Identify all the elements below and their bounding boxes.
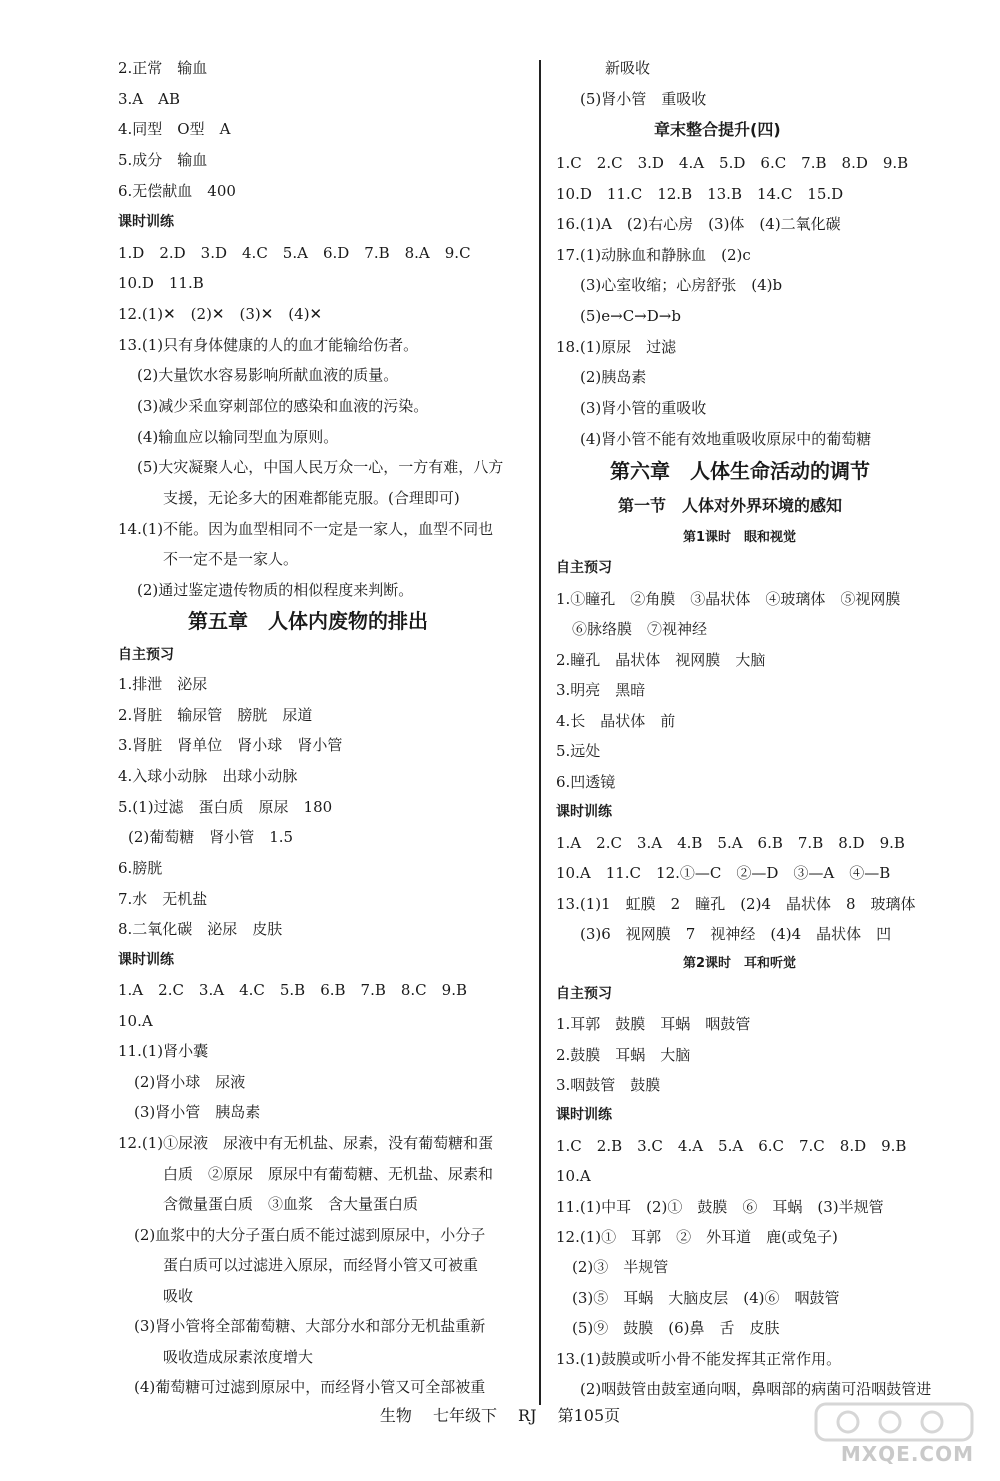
answer-line: 11.(1)肾小囊 bbox=[118, 1042, 209, 1060]
answer-line: 16.(1)A (2)右心房 (3)体 (4)二氧化碳 bbox=[556, 215, 841, 233]
answer-line: 6.凹透镜 bbox=[556, 773, 616, 791]
answer-line: 3.明亮 黑暗 bbox=[556, 681, 646, 699]
section-label: 课时训练 bbox=[118, 952, 174, 968]
answer-line: 4.入球小动脉 出球小动脉 bbox=[118, 767, 298, 785]
section-label: 课时训练 bbox=[556, 804, 612, 820]
answer-line: 10.A 11.C 12.①—C ②—D ③—A ④—B bbox=[556, 864, 891, 882]
footer-page-number: 第105页 bbox=[557, 1406, 621, 1425]
answer-line: 5.远处 bbox=[556, 742, 601, 760]
answer-line: 新吸收 bbox=[605, 59, 651, 77]
answer-line: (5)e→C→D→b bbox=[580, 307, 681, 325]
section-title: 章末整合提升(四) bbox=[654, 120, 781, 139]
watermark-text: MXQE.COM bbox=[840, 1442, 974, 1466]
answer-line: 蛋白质可以过滤进入原尿，而经肾小管又可被重 bbox=[163, 1256, 479, 1274]
footer-subject: 生物 bbox=[379, 1406, 412, 1425]
section-title: 第一节 人体对外界环境的感知 bbox=[618, 496, 843, 515]
answer-line: (2)③ 半规管 bbox=[572, 1258, 669, 1276]
answer-line: (3)心室收缩；心房舒张 (4)b bbox=[580, 276, 783, 294]
answer-line: 吸收 bbox=[163, 1287, 194, 1305]
answer-line: 10.A bbox=[118, 1012, 153, 1030]
answer-line: 5.成分 输血 bbox=[118, 151, 208, 169]
lesson-title: 第1课时 眼和视觉 bbox=[683, 530, 797, 545]
answer-line: 1.排泄 泌尿 bbox=[118, 675, 208, 693]
answer-line: (5)大灾凝聚人心，中国人民万众一心，一方有难，八方 bbox=[137, 458, 504, 476]
answer-line: (4)葡萄糖可过滤到原尿中，而经肾小管又可全部被重 bbox=[134, 1378, 486, 1396]
watermark-logo bbox=[808, 1398, 980, 1470]
section-label: 课时训练 bbox=[118, 214, 174, 230]
answer-line: 8.二氧化碳 泌尿 皮肤 bbox=[118, 920, 283, 938]
answer-line: (2)大量饮水容易影响所献血液的质量。 bbox=[137, 366, 399, 384]
answer-line: (5)⑨ 鼓膜 (6)鼻 舌 皮肤 bbox=[572, 1319, 780, 1337]
answer-line: (3)6 视网膜 7 视神经 (4)4 晶状体 凹 bbox=[580, 925, 892, 943]
answer-line: (2)血浆中的大分子蛋白质不能过滤到原尿中，小分子 bbox=[134, 1226, 486, 1244]
section-label: 自主预习 bbox=[556, 560, 612, 576]
answer-line: 2.肾脏 输尿管 膀胱 尿道 bbox=[118, 706, 313, 724]
answer-line: 1.A 2.C 3.A 4.C 5.B 6.B 7.B 8.C 9.B bbox=[118, 981, 467, 999]
answer-line: 3.肾脏 肾单位 肾小球 肾小管 bbox=[118, 736, 343, 754]
answer-line: (3)肾小管将全部葡萄糖、大部分水和部分无机盐重新 bbox=[134, 1317, 486, 1335]
answer-line: 13.(1)鼓膜或听小骨不能发挥其正常作用。 bbox=[556, 1350, 842, 1368]
answer-line: 1.C 2.C 3.D 4.A 5.D 6.C 7.B 8.D 9.B bbox=[556, 154, 909, 172]
answer-line: (2)通过鉴定遗传物质的相似程度来判断。 bbox=[137, 581, 414, 599]
answer-line: 3.咽鼓管 鼓膜 bbox=[556, 1076, 661, 1094]
answer-line: 18.(1)原尿 过滤 bbox=[556, 338, 677, 356]
section-label: 课时训练 bbox=[556, 1107, 612, 1123]
answer-line: (2)咽鼓管由鼓室通向咽，鼻咽部的病菌可沿咽鼓管进 bbox=[580, 1380, 932, 1398]
answer-line: 12.(1)①尿液 尿液中有无机盐、尿素，没有葡萄糖和蛋 bbox=[118, 1134, 494, 1152]
answer-line: (4)输血应以输同型血为原则。 bbox=[137, 428, 339, 446]
answer-line: 1.C 2.B 3.C 4.A 5.A 6.C 7.C 8.D 9.B bbox=[556, 1137, 907, 1155]
answer-line: 1.①瞳孔 ②角膜 ③晶状体 ④玻璃体 ⑤视网膜 bbox=[556, 590, 901, 608]
answer-line: 吸收造成尿素浓度增大 bbox=[163, 1348, 314, 1366]
answer-line: 支援，无论多大的困难都能克服。(合理即可) bbox=[163, 489, 460, 507]
lesson-title: 第2课时 耳和听觉 bbox=[683, 956, 797, 971]
answer-line: 10.D 11.C 12.B 13.B 14.C 15.D bbox=[556, 185, 844, 203]
answer-line: 6.膀胱 bbox=[118, 859, 163, 877]
answer-line: 不一定不是一家人。 bbox=[163, 550, 299, 568]
answer-line: 17.(1)动脉血和静脉血 (2)c bbox=[556, 246, 751, 264]
column-divider bbox=[539, 60, 541, 1405]
answer-line: 10.D 11.B bbox=[118, 274, 204, 292]
answer-line: (3)肾小管的重吸收 bbox=[580, 399, 707, 417]
answer-line: 3.A AB bbox=[118, 90, 180, 108]
answer-line: 13.(1)1 虹膜 2 瞳孔 (2)4 晶状体 8 玻璃体 bbox=[556, 895, 916, 913]
answer-line: (2)肾小球 尿液 bbox=[134, 1073, 246, 1091]
answer-line: (2)葡萄糖 肾小管 1.5 bbox=[128, 828, 294, 846]
answer-line: 6.无偿献血 400 bbox=[118, 182, 236, 200]
answer-line: (4)肾小管不能有效地重吸收原尿中的葡萄糖 bbox=[580, 430, 872, 448]
answer-line: 11.(1)中耳 (2)① 鼓膜 ⑥ 耳蜗 (3)半规管 bbox=[556, 1198, 884, 1216]
answer-line: 1.耳郭 鼓膜 耳蜗 咽鼓管 bbox=[556, 1015, 751, 1033]
answer-line: 含微量蛋白质 ③血浆 含大量蛋白质 bbox=[163, 1195, 419, 1213]
answer-line: 10.A bbox=[556, 1167, 591, 1185]
answer-line: 4.长 晶状体 前 bbox=[556, 712, 676, 730]
answer-line: 1.A 2.C 3.A 4.B 5.A 6.B 7.B 8.D 9.B bbox=[556, 834, 905, 852]
section-label: 自主预习 bbox=[556, 986, 612, 1002]
answer-line: 5.(1)过滤 蛋白质 原尿 180 bbox=[118, 798, 333, 816]
footer-grade: 七年级下 bbox=[432, 1406, 497, 1425]
answer-line: (3)减少采血穿刺部位的感染和血液的污染。 bbox=[137, 397, 429, 415]
answer-line: 1.D 2.D 3.D 4.C 5.A 6.D 7.B 8.A 9.C bbox=[118, 244, 471, 262]
section-label: 自主预习 bbox=[118, 647, 174, 663]
answer-line: (2)胰岛素 bbox=[580, 368, 647, 386]
chapter-title: 第六章 人体生命活动的调节 bbox=[610, 459, 870, 483]
answer-line: 14.(1)不能。因为血型相同不一定是一家人，血型不同也 bbox=[118, 520, 494, 538]
chapter-title: 第五章 人体内废物的排出 bbox=[188, 609, 428, 633]
answer-line: 7.水 无机盐 bbox=[118, 890, 208, 908]
answer-line: 12.(1)① 耳郭 ② 外耳道 鹿(或兔子) bbox=[556, 1228, 838, 1246]
answer-line: 12.(1)✕ (2)✕ (3)✕ (4)✕ bbox=[118, 305, 323, 323]
answer-line: (3)⑤ 耳蜗 大脑皮层 (4)⑥ 咽鼓管 bbox=[572, 1289, 840, 1307]
answer-line: 2.正常 输血 bbox=[118, 59, 208, 77]
answer-line: 2.瞳孔 晶状体 视网膜 大脑 bbox=[556, 651, 766, 669]
footer-edition: RJ bbox=[518, 1406, 537, 1425]
answer-line: 13.(1)只有身体健康的人的血才能输给伤者。 bbox=[118, 336, 419, 354]
answer-line: 4.同型 O型 A bbox=[118, 120, 231, 138]
answer-line: (5)肾小管 重吸收 bbox=[580, 90, 707, 108]
answer-line: ⑥脉络膜 ⑦视神经 bbox=[572, 620, 708, 638]
answer-line: 2.鼓膜 耳蜗 大脑 bbox=[556, 1046, 691, 1064]
answer-line: (3)肾小管 胰岛素 bbox=[134, 1103, 261, 1121]
answer-line: 白质 ②原尿 原尿中有葡萄糖、无机盐、尿素和 bbox=[163, 1165, 494, 1183]
